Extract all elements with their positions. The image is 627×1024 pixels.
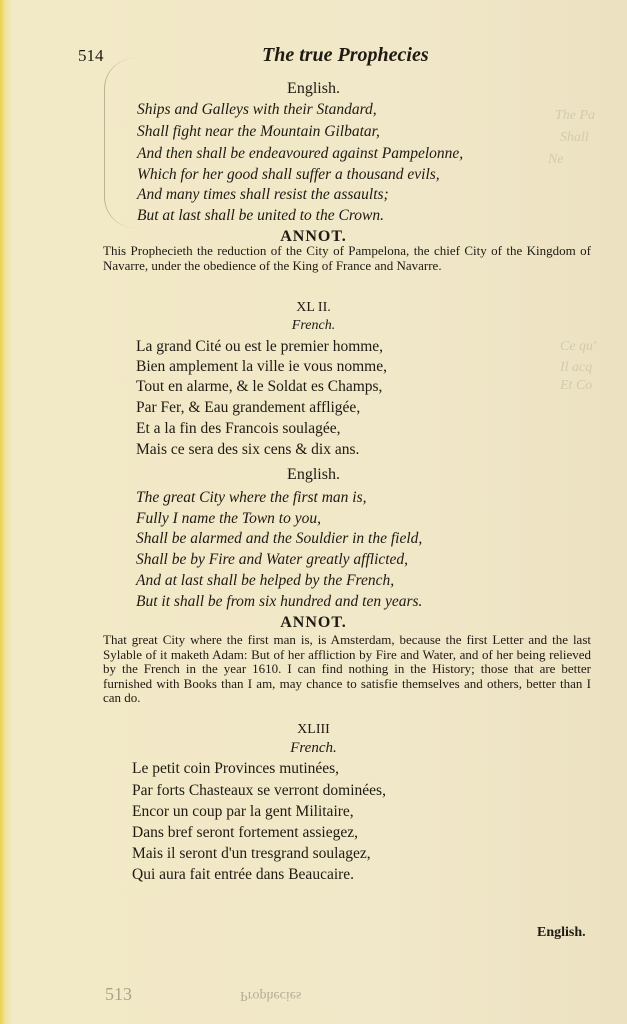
footer-bleed-mark: Prophecies [240,988,302,1003]
verse-line: Mais ce sera des six cens & dix ans. [136,441,360,458]
running-title: The true Prophecies [262,44,429,66]
verse-line: Dans bref seront fortement assiegez, [132,824,358,841]
verse-line: Shall be alarmed and the Souldier in the field, [136,530,423,547]
section2-annot-heading: ANNOT. [280,614,347,631]
verse-line: Qui aura fait entrée dans Beaucaire. [132,866,355,883]
verse-line: Par forts Chasteaux se verront dominées, [132,782,386,799]
catchword: English. [537,925,586,940]
verse-line: Shall fight near the Mountain Gilbatar, [137,123,380,140]
verse-line: And at last shall be helped by the French, [136,572,395,589]
section1-annot-heading: ANNOT. [280,228,347,245]
verse-line: Bien amplement la ville ie vous nomme, [136,358,387,375]
section2-lang-en: English. [287,466,340,483]
page-number: 514 [78,46,104,65]
verse-line: Le petit coin Provinces mutinées, [132,760,340,777]
verse-line: Tout en alarme, & le Soldat es Champs, [136,378,383,395]
verse-line: Fully I name the Town to you, [136,510,321,527]
page-header [78,44,558,70]
verse-line: Par Fer, & Eau grandement affligée, [136,399,361,416]
verse-line: Which for her good shall suffer a thousand evils, [137,166,440,183]
verse-line: Et a la fin des Francois soulagée, [136,420,341,437]
section1-lang: English. [287,80,340,97]
verse-line: But it shall be from six hundred and ten years. [136,593,423,610]
verse-line: Shall be by Fire and Water greatly afflicted, [136,551,409,568]
verse-line: Mais il seront d'un tresgrand soulagez, [132,845,371,862]
verse-line: And many times shall resist the assaults; [137,186,389,203]
verse-line: The great City where the first man is, [136,489,367,506]
verse-line: Encor un coup par la gent Militaire, [132,803,354,820]
section1-annot-text: This Prophecieth the reduction of the City of Pampelona, the chief City of the Kingdom of Navarre, under the obedience of the King of France and Navarre. [103,243,591,273]
verse-line: Ships and Galleys with their Standard, [137,101,377,118]
book-page: The Pa Shall Ne Ce qu' Il acq Et Co 514 The true Prophecies English. Ships and Galleys with their Standard, Shall fight near the Mountain Gilbatar, And then shall be endeavoured against Pampelonne, Which for her good shall suffer a thousand evils, And many times shall resist the assaults; But at last shall be united to the Crown. ANNOT. This Prophecieth the reduction of the City of Pampelona, the chief City of the Kingdom of Navarre, under the obedience of the King of France and Navarre. XL II. French. La grand Cité ou est le premier homme, Bien amplement la ville ie vous nomme, Tout en alarme, & le Soldat es Champs, Par Fer, & Eau grandement affligée, Et a la fin des Francois soulagée, Mais ce sera des six cens & dix ans. English. The great City where the first man is, Fully I name the Town to you, Shall be alarmed and the Souldier in the field, Shall be by Fire and Water greatly afflicted, And at last shall be helped by the French, But it shall be from six hundred and ten years. ANNOT. That great City where the first man is, is Amsterdam, because the first Letter and the last Sylable of it maketh Adam: But of her affliction by Fire and Water, and of her being relieved by the French in the year 1610. I can find nothing in the History; those that are better furnished with Books than I am, may chance to satisfie themselves and others, better than I can do. XLIII French. Le petit coin Provinces mutinées, Par forts Chasteaux se verront dominées, Encor un coup par la gent Militaire, Dans bref seront fortement assiegez, Mais il seront d'un tresgrand soulagez, Qui aura fait entrée dans Beaucaire. English. 513 Prophecies [0,0,627,1024]
verse-line: But at last shall be united to the Crown. [137,207,384,224]
footer-page-mark: 513 [105,984,132,1004]
section2-annot-text: That great City where the first man is, is Amsterdam, because the first Letter and the last Sylable of it maketh Adam: But of her affliction by Fire and Water, and of her being relieved by the French in the year 1610. I can find nothing in the History; those that are better furnished with Books than I am, may chance to satisfie themselves and others, better than I can do. [103,632,591,705]
section3-lang-fr: French. [290,740,337,756]
section3-number: XLIII [297,722,330,737]
section2-lang-fr: French. [291,318,336,333]
verse-line: And then shall be endeavoured against Pampelonne, [137,145,464,162]
section2-number: XL II. [296,300,331,315]
verse-line: La grand Cité ou est le premier homme, [136,338,384,355]
